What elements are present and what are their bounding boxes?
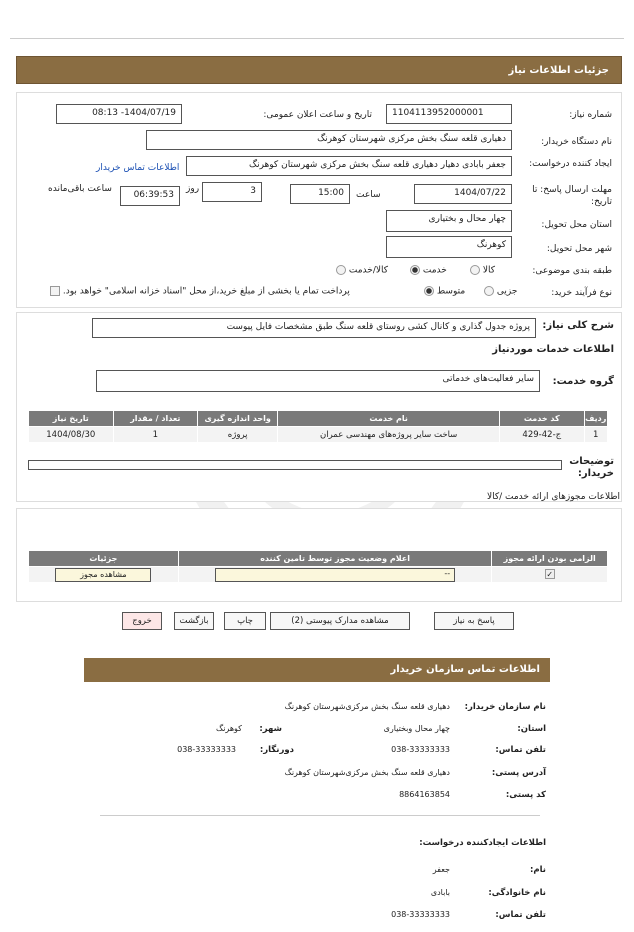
contact-postal-value: 8864163854 xyxy=(399,790,450,799)
th-unit: واحد اندازه گیری xyxy=(198,411,278,427)
reply-button[interactable]: پاسخ به نیاز xyxy=(434,612,514,630)
announce-field: 1404/07/19- 08:13 xyxy=(56,104,182,124)
contact-phone-value: 038-33333333 xyxy=(391,745,450,754)
category-option-service-label: خدمت xyxy=(422,265,447,276)
contact-org-label: نام سازمان خریدار: xyxy=(464,702,546,712)
top-divider xyxy=(10,38,624,39)
category-option-goods[interactable] xyxy=(470,265,495,276)
category-option-both-label: کالا/خدمت xyxy=(348,265,389,276)
deadline-label: مهلت ارسال پاسخ: تا تاریخ: xyxy=(532,185,612,207)
contact-phone-label: تلفن تماس: xyxy=(495,745,546,755)
creator-label: ایجاد کننده درخواست: xyxy=(529,159,612,169)
need-number-field: 1104113952000001 xyxy=(386,104,512,124)
permit-required-checkbox[interactable]: ✓ xyxy=(546,570,554,580)
need-number-label: شماره نیاز: xyxy=(569,110,612,120)
buyer-notes-label: توضیحات خریدار: xyxy=(569,456,614,479)
days-label: روز xyxy=(186,184,200,194)
contact-city-label: شهر: xyxy=(259,724,282,734)
contact-org-value: دهیاری قلعه سنگ بخش مرکزی‌شهرستان کوهرنگ xyxy=(284,702,450,711)
radio-minor[interactable] xyxy=(484,286,494,296)
contact-heading: اطلاعات تماس سازمان خریدار xyxy=(84,658,550,682)
services-heading: اطلاعات خدمات موردنیاز xyxy=(492,344,614,355)
cell-unit: پروژه xyxy=(198,427,278,443)
payment-checkbox[interactable] xyxy=(50,286,60,296)
th-permit-status: اعلام وضعیت مجوز توسط تامین کننده xyxy=(178,551,492,567)
contact-fax-label: دورنگار: xyxy=(259,745,294,755)
province-field: چهار محال و بختیاری xyxy=(386,210,512,232)
contact-address-label: آدرس پستی: xyxy=(491,768,546,778)
cell-permit-required xyxy=(492,567,608,583)
category-option-both[interactable] xyxy=(336,265,388,276)
process-option-medium-label: متوسط xyxy=(436,286,466,297)
contact-province-value: چهار محال وبختیاری xyxy=(383,724,450,733)
view-attachments-button[interactable]: مشاهده مدارک پیوستی (2) xyxy=(270,612,410,630)
city-label: شهر محل تحویل: xyxy=(546,244,612,254)
deadline-time-field: 15:00 xyxy=(290,184,350,204)
buyer-org-field: دهیاری قلعه سنگ بخش مرکزی شهرستان کوهرنگ xyxy=(146,130,512,150)
permits-table xyxy=(28,550,608,583)
services-panel xyxy=(16,312,622,502)
permits-heading: اطلاعات مجوزهای ارائه خدمت /کالا xyxy=(486,492,620,502)
process-option-minor[interactable] xyxy=(484,286,517,297)
service-group-field: سایر فعالیت‌های خدماتی xyxy=(96,370,540,392)
days-field: 3 xyxy=(202,182,262,202)
contact-fax-value: 038-33333333 xyxy=(177,745,236,754)
view-permit-button[interactable]: مشاهده مجوز xyxy=(55,568,151,582)
category-option-service[interactable] xyxy=(410,265,447,276)
creator-family-value: بابادی xyxy=(430,888,450,897)
category-label: طبقه بندی موضوعی: xyxy=(532,266,612,276)
th-code: کد خدمت xyxy=(500,411,584,427)
process-option-medium[interactable] xyxy=(424,286,465,297)
th-permit-required: الزامی بودن ارائه مجوز xyxy=(492,551,608,567)
cell-code: ج-42-429 xyxy=(500,427,584,443)
services-table xyxy=(28,410,608,443)
back-button[interactable]: بازگشت xyxy=(174,612,214,630)
permits-table-header xyxy=(29,551,608,567)
payment-option[interactable] xyxy=(50,286,350,297)
th-permit-details: جزئیات xyxy=(29,551,179,567)
service-group-label: گروه خدمت: xyxy=(552,376,614,387)
services-table-header xyxy=(29,411,608,427)
cell-qty: 1 xyxy=(113,427,197,443)
contact-address-value: دهیاری قلعه سنگ بخش مرکزی‌شهرستان کوهرنگ xyxy=(284,768,450,777)
print-button[interactable]: چاپ xyxy=(224,612,266,630)
th-row: ردیف xyxy=(584,411,607,427)
cell-row: 1 xyxy=(584,427,607,443)
creator-name-value: جعفر xyxy=(432,865,450,874)
th-qty: تعداد / مقدار xyxy=(113,411,197,427)
contact-divider xyxy=(100,815,540,816)
page-title: جزئیات اطلاعات نیاز xyxy=(16,56,622,84)
time-label: ساعت xyxy=(356,190,381,200)
buyer-org-label: نام دستگاه خریدار: xyxy=(541,137,612,147)
exit-button[interactable]: خروج xyxy=(122,612,162,630)
table-row xyxy=(29,427,608,443)
th-date: تاریخ نیاز xyxy=(29,411,114,427)
province-label: استان محل تحویل: xyxy=(541,220,612,230)
creator-phone-value: 038-33333333 xyxy=(391,910,450,919)
cell-name: ساخت سایر پروژه‌های مهندسی عمران xyxy=(278,427,500,443)
radio-medium[interactable] xyxy=(424,286,434,296)
radio-service[interactable] xyxy=(410,265,420,275)
radio-both[interactable] xyxy=(336,265,346,275)
summary-field: پروژه جدول گذاری و کانال کشی روستای قلعه سنگ طبق مشخصات فایل پیوست xyxy=(92,318,536,338)
creator-phone-label: تلفن تماس: xyxy=(495,910,546,920)
th-name: نام خدمت xyxy=(278,411,500,427)
permit-status-field[interactable]: -- xyxy=(215,568,455,582)
creator-name-label: نام: xyxy=(529,865,546,875)
creator-field: جعفر بابادی دهیار دهیاری قلعه سنگ بخش مرکزی شهرستان کوهرنگ xyxy=(186,156,512,176)
cell-date: 1404/08/30 xyxy=(29,427,114,443)
summary-label: شرح کلی نیاز: xyxy=(542,320,614,331)
category-option-goods-label: کالا xyxy=(482,265,496,276)
contact-province-label: استان: xyxy=(517,724,546,734)
table-row xyxy=(29,567,608,583)
contact-city-value: کوهرنگ xyxy=(216,724,242,733)
creator-family-label: نام خانوادگی: xyxy=(488,888,546,898)
payment-note: پرداخت تمام یا بخشی از مبلغ خرید،از محل "اسناد خزانه اسلامی" خواهد بود. xyxy=(62,286,350,297)
radio-goods[interactable] xyxy=(470,265,480,275)
remaining-label: ساعت باقی‌مانده xyxy=(48,184,112,194)
buyer-notes-field xyxy=(28,460,562,470)
city-field: کوهرنگ xyxy=(386,236,512,258)
cell-permit-details xyxy=(29,567,179,583)
process-option-minor-label: جزیی xyxy=(496,286,518,297)
remaining-time-field: 06:39:53 xyxy=(120,186,180,206)
process-label: نوع فرآیند خرید: xyxy=(551,288,612,298)
creator-heading: اطلاعات ایجادکننده درخواست: xyxy=(419,838,546,848)
deadline-date-field: 1404/07/22 xyxy=(414,184,512,204)
announce-label: تاریخ و ساعت اعلان عمومی: xyxy=(263,110,372,120)
contact-postal-label: کد پستی: xyxy=(505,790,546,800)
cell-permit-status xyxy=(178,567,492,583)
buyer-contact-link[interactable]: اطلاعات تماس خریدار xyxy=(96,163,180,173)
